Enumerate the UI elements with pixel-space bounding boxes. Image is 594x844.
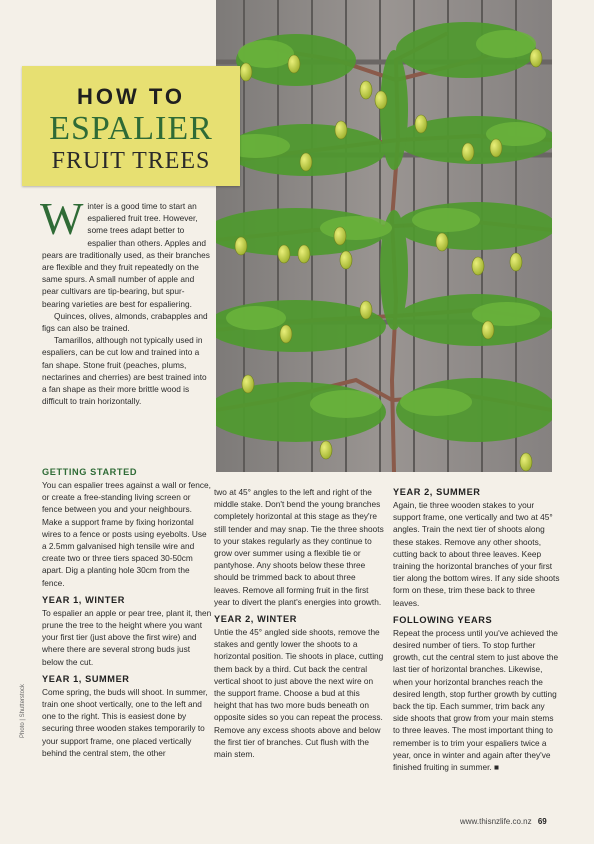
page-footer <box>460 817 547 826</box>
title-how-to: HOW TO <box>76 84 186 109</box>
intro-paragraph-3: Tamarillos, although not typically used in espaliers, can be cut low and trained into a fan shape. Stone fruit (peaches, plums, nectarines and cherries) are best trained into a fan shape as their more brittle wood is difficult to train horizontally. <box>42 335 207 407</box>
photo-credit: Photo | Shutterstock <box>20 684 26 738</box>
year1-summer-text: Come spring, the buds will shoot. In summer, train one shoot vertically, one to the left and one to the right. This is easiest done by securing three wooden stakes temporarily to your support frame, one placed vertically behind the central stem, the other <box>42 686 208 758</box>
heading-year1-summer: YEAR 1, SUMMER <box>42 673 130 684</box>
title-fruit-trees: FRUIT TREES <box>51 148 211 174</box>
heading-getting-started: GETTING STARTED <box>42 467 138 477</box>
getting-started-text: You can espalier trees against a wall or fence, or create a free-standing living screen or fence between you and your neighbours. Make a support frame by fixing horizontal wires to a fence or posts using eyebolts. Use a 2.5mm galvanised high tensile wire and create two or three tiers spaced 30-50cm apart. Dig a planting hole 30cm from the fence. <box>42 480 211 588</box>
intro-column <box>40 193 212 407</box>
column-1 <box>42 466 212 759</box>
column-2 <box>214 486 384 760</box>
espalier-pear-tree-photo <box>216 0 552 472</box>
title-card <box>22 66 240 186</box>
footer-website: www.thisnzlife.co.nz <box>460 817 532 826</box>
following-years-text: Repeat the process until you've achieved the desired number of tiers. To stop further growth, cut the central stem to just above the last tier of horizontal branches. Likewise, when your horizontal branches reach the desired length, stop further growth by cutting back the tip. Each summer, trim back any side shoots that grow from your main stems to three leaves. The most important thing to remember is to trim your espaliers twice a year, once in winter and again after they've finished fruiting in summer. ■ <box>393 627 559 773</box>
year1-summer-continued: two at 45° angles to the left and right of the middle stake. Don't bend the young branches completely horizontal at this stage as they're still tender and may snap. Tie the three shoots to your stakes regularly as they continue to grow over summer using a flexible tie or pantyhose. Any shoots below these three should be trimmed back to about three leaves. Remove all forming fruit in the first year to divert the plant's energies into growth. <box>214 487 384 607</box>
heading-year2-winter: YEAR 2, WINTER <box>214 614 297 625</box>
year2-winter-text: Untie the 45° angled side shoots, remove the stakes and gently lower the shoots to a horizontal position. Tie shoots in place, cutting them back by a third. Cut back the central vertical shoot to just above the next wire on the support frame. Choose a bud at this height that has two more buds beneath on opposite sides so you can repeat the process. Remove any excess shoots above and below the first tier of branches. Cut flush with the main stem. <box>214 627 384 760</box>
page-number: 69 <box>537 817 547 826</box>
heading-year2-summer: YEAR 2, SUMMER <box>393 487 481 497</box>
intro-paragraph-2: Quinces, olives, almonds, crabapples and figs can also be trained. <box>42 310 208 334</box>
heading-year1-winter: YEAR 1, WINTER <box>42 594 125 605</box>
column-3 <box>393 486 561 773</box>
title-espalier: ESPALIER <box>49 110 213 147</box>
intro-paragraph-1: inter is a good time to start an espaliered fruit tree. However, some trees adapt better to espalier than others. Apples and pears are traditionally used, as their branches are flexible and they fruit repeatedly on the same spurs. A small number of apple and pear cultivars are tip-bearing, but spur-bearing varieties are best for espaliering. <box>42 201 210 309</box>
heading-following-years: FOLLOWING YEARS <box>393 614 493 625</box>
year1-winter-text: To espalier an apple or pear tree, plant it, then prune the tree to the height where you want your first tier (just above the first wire) and where there are several strong buds just below the cut. <box>42 607 212 667</box>
year2-summer-text: Again, tie three wooden stakes to your support frame, one vertically and two at 45° angles. Train the next tier of shoots along these stakes. Remove any other shoots, cutting back to about three leaves. Keep training the horizontal branches of your first tier along the bottom wires. If any side shoots form on these, trim these back to three leaves. <box>393 500 560 608</box>
photo-illustration <box>216 0 552 472</box>
drop-cap: W <box>40 193 84 244</box>
